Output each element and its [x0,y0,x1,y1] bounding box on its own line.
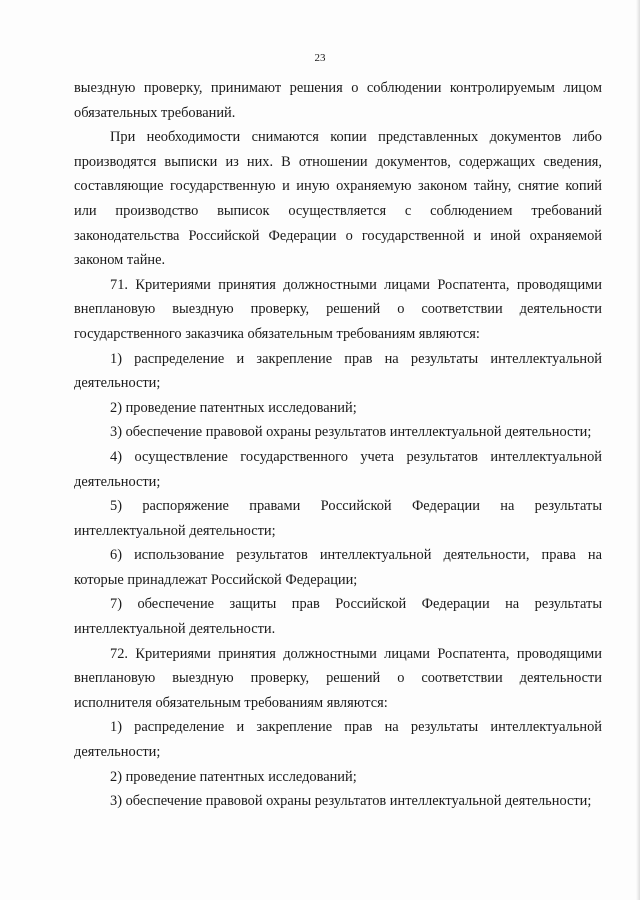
list-item-71-3: 3) обеспечение правовой охраны результатов интеллектуальной деятельности; [110,424,592,441]
paragraph-continuation: выездную проверку, принимают решения о соблюдении контролируемым лицом обязательных требований. [74,80,602,121]
page-edge-shadow [636,0,640,900]
list-item-72-3: 3) обеспечение правовой охраны результатов интеллектуальной деятельности; [110,793,592,810]
list-item-72-1: 1) распределение и закрепление прав на результаты интеллектуальной деятельности; [74,719,602,761]
page-number: 23 [314,52,326,64]
paragraph-copies: При необходимости снимаются копии представленных документов либо производятся выписки из них. В отношении документов, содержащих сведения, составляющие государственную и иную охраняемую законом тайну, снятие копий или производство выписок осуществляется с соблюдением требований законодательства Российской Федерации о государственной и иной охраняемой законом тайне. [74,129,602,269]
paragraph-72: 72. Критериями принятия должностными лицами Роспатента, проводящими внеплановую выездную проверку, решений о соответствии деятельности исполнителя обязательным требованиям являются: [74,645,602,711]
list-item-71-5: 5) распоряжение правами Российской Федерации на результаты интеллектуальной деятельности; [74,498,602,539]
list-item-71-6: 6) использование результатов интеллектуальной деятельности, права на которые принадлежат Российской Федерации; [74,547,602,588]
list-item-71-2: 2) проведение патентных исследований; [110,399,357,416]
paragraph-71: 71. Критериями принятия должностными лицами Роспатента, проводящими внеплановую выездную проверку, решений о соответствии деятельности государственного заказчика обязательным требованиям являются: [74,276,602,342]
list-item-71-7: 7) обеспечение защиты прав Российской Федерации на результаты интеллектуальной деятельности. [74,596,602,638]
document-body [74,76,602,814]
list-item-71-4: 4) осуществление государственного учета результатов интеллектуальной деятельности; [74,448,602,490]
list-item-72-2: 2) проведение патентных исследований; [110,768,357,785]
list-item-71-1: 1) распределение и закрепление прав на результаты интеллектуальной деятельности; [74,350,602,392]
